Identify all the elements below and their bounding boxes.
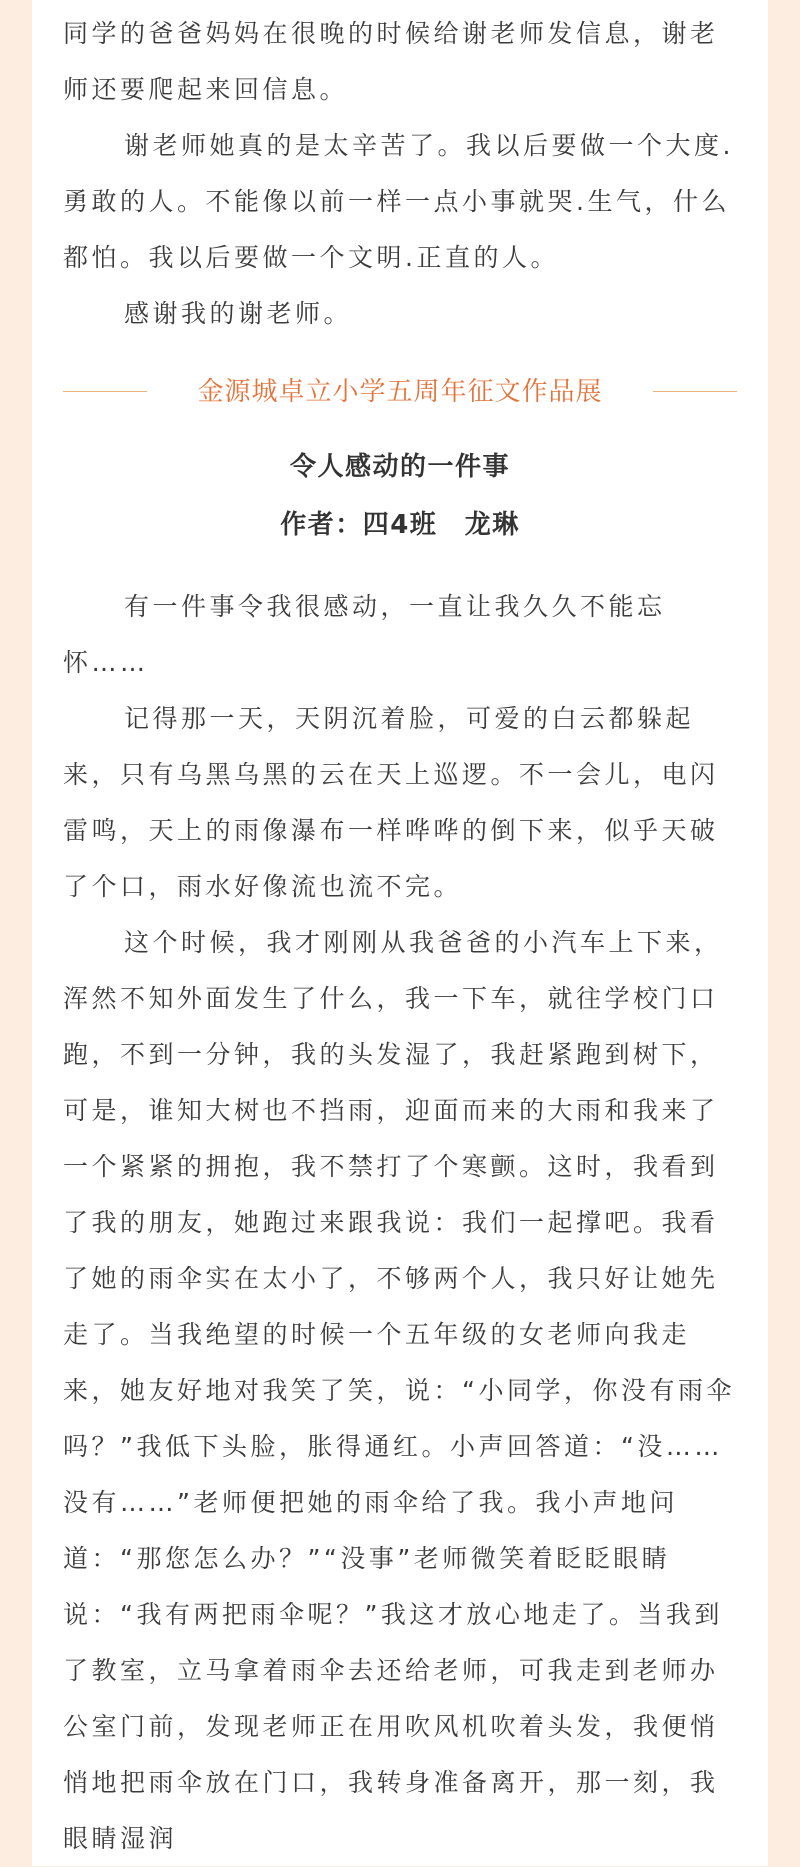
paragraph: 感谢我的谢老师。 <box>124 299 353 328</box>
divider-line-right <box>653 391 737 392</box>
divider-line-left <box>63 391 147 392</box>
section-divider <box>63 368 737 416</box>
article-body-top <box>63 6 737 342</box>
paragraph: 同学的爸爸妈妈在很晚的时候给谢老师发信息，谢老师还要爬起来回信息。 <box>63 19 719 104</box>
essay-author: 作者：四4班 龙琳 <box>280 510 520 540</box>
essay-body <box>63 579 737 1867</box>
article-page <box>32 0 768 1866</box>
paragraph: 记得那一天，天阴沉着脸，可爱的白云都躲起来，只有乌黑乌黑的云在天上巡逻。不一会儿，电闪雷鸣，天上的雨像瀑布一样哗哗的倒下来，似乎天破了个口，雨水好像流也流不完。 <box>63 704 719 901</box>
essay-title: 令人感动的一件事 <box>289 452 510 482</box>
paragraph: 这个时候，我才刚刚从我爸爸的小汽车上下来，浑然不知外面发生了什么，我一下车，就往学校门口跑，不到一分钟，我的头发湿了，我赶紧跑到树下，可是，谁知大树也不挡雨，迎面而来的大雨和我来了一个紧紧的拥抱，我不禁打了个寒颤。这时，我看到了我的朋友，她跑过来跟我说：我们一起撑吧。我看了她的雨伞实在太小了，不够两个人，我只好让她先走了。当我绝望的时候一个五年级的女老师向我走来，她友好地对我笑了笑，说：“小同学，你没有雨伞吗？”我低下头脸，胀得通红。小声回答道：“没……没有……”老师便把她的雨伞给了我。我小声地问道：“那您怎么办？”“没事”老师微笑着眨眨眼睛说：“我有两把雨伞呢？”我这才放心地走了。当我到了教室，立马拿着雨伞去还给老师，可我走到老师办公室门前，发现老师正在用吹风机吹着头发，我便悄悄地把雨伞放在门口，我转身准备离开，那一刻，我眼睛湿润 <box>63 928 735 1853</box>
section-divider-label: 金源城卓立小学五周年征文作品展 <box>197 377 603 407</box>
paragraph: 有一件事令我很感动，一直让我久久不能忘怀…… <box>63 592 666 677</box>
paragraph: 谢老师她真的是太辛苦了。我以后要做一个大度.勇敢的人。不能像以前一样一点小事就哭.生气，什么都怕。我以后要做一个文明.正直的人。 <box>63 131 734 272</box>
